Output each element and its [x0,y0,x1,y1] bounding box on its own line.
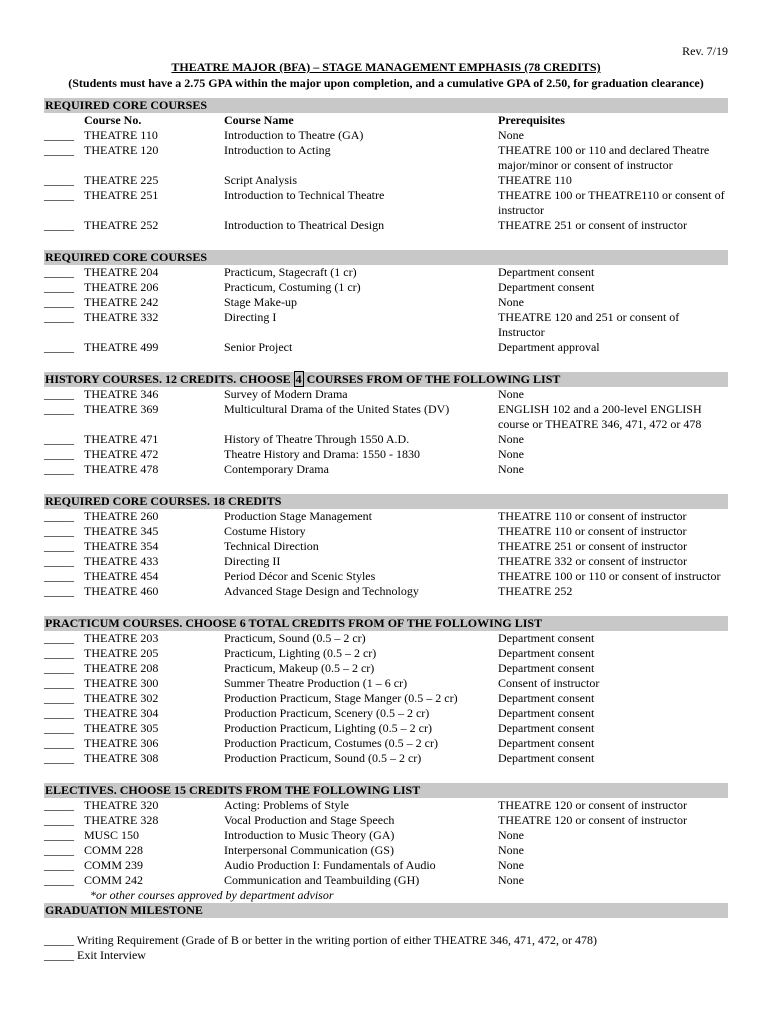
checkbox-blank[interactable]: _____ [44,462,74,476]
course-name: Practicum, Sound (0.5 – 2 cr) [224,631,366,645]
course-name: Vocal Production and Stage Speech [224,813,395,827]
course-name: Communication and Teambuilding (GH) [224,873,420,887]
checkbox-blank[interactable]: _____ [44,340,74,354]
course-row [44,340,728,355]
prerequisites: THEATRE 251 or consent of instructor [498,218,687,232]
header-course-no: Course No. [84,113,142,127]
course-number: COMM 239 [84,858,144,872]
course-row [44,873,728,888]
checkbox-blank[interactable]: _____ [44,295,74,309]
course-number: THEATRE 203 [84,631,159,645]
course-name: Period Décor and Scenic Styles [224,569,376,583]
course-name: Contemporary Drama [224,462,329,476]
course-number: THEATRE 308 [84,751,159,765]
course-number: THEATRE 369 [84,402,159,416]
prerequisites: Department consent [498,736,595,750]
checkbox-blank[interactable]: _____ [44,691,74,705]
checkbox-blank[interactable]: _____ [44,646,74,660]
course-row [44,843,728,858]
course-name: Introduction to Theatrical Design [224,218,385,232]
prerequisites: THEATRE 110 [498,173,572,187]
course-row [44,218,728,233]
course-number: MUSC 150 [84,828,140,842]
prerequisites: Department consent [498,265,595,279]
course-row [44,143,728,173]
document-page [44,44,728,963]
course-name: Practicum, Costuming (1 cr) [224,280,361,294]
prerequisites: Department consent [498,280,595,294]
section-required-core-1: REQUIRED CORE COURSES [44,98,728,113]
course-number: THEATRE 225 [84,173,159,187]
revision-date: Rev. 7/19 [682,44,728,58]
checkbox-blank[interactable]: _____ [44,843,74,857]
course-row [44,736,728,751]
course-row [44,188,728,218]
course-name: Advanced Stage Design and Technology [224,584,419,598]
checkbox-blank[interactable]: _____ [44,218,74,232]
prerequisites: None [498,843,524,857]
course-number: THEATRE 460 [84,584,159,598]
course-number: COMM 242 [84,873,144,887]
course-name: Summer Theatre Production (1 – 6 cr) [224,676,408,690]
course-row [44,858,728,873]
course-row [44,280,728,295]
prerequisites: Department consent [498,661,595,675]
prerequisites: Department consent [498,631,595,645]
course-name: Introduction to Theatre (GA) [224,128,364,142]
column-headers [44,113,728,128]
prerequisites: ENGLISH 102 and a 200-level ENGLISH course or THEATRE 346, 471, 472 or 478 [498,402,702,431]
course-name: Script Analysis [224,173,298,187]
checkbox-blank[interactable]: _____ [44,173,74,187]
course-name: Introduction to Music Theory (GA) [224,828,395,842]
checkbox-blank[interactable]: _____ [44,509,74,523]
checkbox-blank[interactable]: _____ [44,265,74,279]
course-number: THEATRE 354 [84,539,159,553]
prerequisites: THEATRE 120 and 251 or consent of Instructor [498,310,680,339]
course-row [44,631,728,646]
prerequisites: None [498,432,524,446]
prerequisites: THEATRE 100 or 110 or consent of instructor [498,569,721,583]
checkbox-blank[interactable]: _____ [44,736,74,750]
course-number: THEATRE 345 [84,524,159,538]
prerequisites: THEATRE 332 or consent of instructor [498,554,687,568]
checkbox-blank[interactable]: _____ [44,402,74,416]
course-name: Multicultural Drama of the United States (DV) [224,402,450,416]
prerequisites: None [498,828,524,842]
course-name: Production Practicum, Scenery (0.5 – 2 cr) [224,706,430,720]
course-name: Production Practicum, Stage Manger (0.5 – 2 cr) [224,691,458,705]
checkbox-blank[interactable]: _____ [44,387,74,401]
course-name: Introduction to Acting [224,143,331,157]
course-name: Production Stage Management [224,509,372,523]
course-row [44,539,728,554]
course-name: Production Practicum, Lighting (0.5 – 2 cr) [224,721,432,735]
course-row [44,646,728,661]
course-name: Directing II [224,554,281,568]
course-row [44,432,728,447]
prerequisites: THEATRE 252 [498,584,573,598]
section-required-core-18: REQUIRED CORE COURSES. 18 CREDITS [44,494,728,509]
course-row [44,569,728,584]
section-history-courses: HISTORY COURSES. 12 CREDITS. CHOOSE 4 COURSES FROM OF THE FOLLOWING LIST [44,372,728,387]
checkbox-blank[interactable]: _____ [44,569,74,583]
course-name: Technical Direction [224,539,319,553]
document-title: THEATRE MAJOR (BFA) – STAGE MANAGEMENT EMPHASIS (78 CREDITS) [171,60,601,74]
course-number: THEATRE 478 [84,462,159,476]
checkbox-blank[interactable]: _____ [44,188,74,202]
course-row [44,676,728,691]
prerequisites: THEATRE 120 or consent of instructor [498,798,687,812]
course-number: THEATRE 499 [84,340,159,354]
prerequisites: THEATRE 100 or 110 and declared Theatre major/minor or consent of instructor [498,143,710,172]
prerequisites: Department consent [498,691,595,705]
checkbox-blank[interactable]: _____ [44,721,74,735]
checkbox-blank[interactable]: _____ [44,539,74,553]
highlighted-number: 4 [295,372,302,386]
prerequisites: None [498,447,524,461]
prerequisites: None [498,128,524,142]
checkbox-blank[interactable]: _____ [44,128,74,142]
course-number: THEATRE 205 [84,646,159,660]
course-number: THEATRE 332 [84,310,159,324]
course-number: THEATRE 304 [84,706,159,720]
checkbox-blank[interactable]: _____ [44,706,74,720]
course-number: THEATRE 472 [84,447,159,461]
course-name: Practicum, Lighting (0.5 – 2 cr) [224,646,377,660]
prerequisites: None [498,873,524,887]
course-row [44,584,728,599]
course-name: Interpersonal Communication (GS) [224,843,394,857]
course-number: THEATRE 306 [84,736,159,750]
course-number: THEATRE 252 [84,218,159,232]
course-name: Practicum, Makeup (0.5 – 2 cr) [224,661,375,675]
course-row [44,402,728,432]
course-name: Senior Project [224,340,293,354]
course-number: THEATRE 300 [84,676,159,690]
course-number: THEATRE 471 [84,432,159,446]
section-practicum-courses: PRACTICUM COURSES. CHOOSE 6 TOTAL CREDITS FROM OF THE FOLLOWING LIST [44,616,728,631]
prerequisites: Department consent [498,721,595,735]
checkbox-blank[interactable]: _____ [44,873,74,887]
course-name: History of Theatre Through 1550 A.D. [224,432,410,446]
section-required-core-2: REQUIRED CORE COURSES [44,250,728,265]
course-row [44,295,728,310]
prerequisites: None [498,858,524,872]
course-number: THEATRE 320 [84,798,159,812]
course-row [44,128,728,143]
course-number: THEATRE 110 [84,128,158,142]
prerequisites: Department consent [498,646,595,660]
course-number: THEATRE 206 [84,280,159,294]
course-row [44,509,728,524]
checkbox-blank[interactable]: _____ [44,661,74,675]
course-number: THEATRE 346 [84,387,159,401]
checkbox-blank[interactable]: _____ [44,447,74,461]
course-row [44,661,728,676]
course-number: THEATRE 260 [84,509,159,523]
document-subtitle: (Students must have a 2.75 GPA within the major upon completion, and a cumulative GPA of 2.50, for graduation clearance) [68,76,704,90]
checkbox-blank[interactable]: _____ [44,280,74,294]
course-row [44,554,728,569]
checkbox-blank[interactable]: _____ [44,828,74,842]
course-number: THEATRE 454 [84,569,159,583]
checkbox-blank[interactable]: _____ [44,631,74,645]
course-row [44,265,728,280]
course-row [44,828,728,843]
course-name: Stage Make-up [224,295,297,309]
prerequisites: None [498,387,524,401]
prerequisites: THEATRE 110 or consent of instructor [498,509,687,523]
milestone-writing-requirement: _____ Writing Requirement (Grade of B or better in the writing portion of either THEATRE 346, 471, 472, or 478) [44,933,597,947]
course-number: THEATRE 328 [84,813,159,827]
course-name: Production Practicum, Costumes (0.5 – 2 cr) [224,736,438,750]
course-name: Theatre History and Drama: 1550 - 1830 [224,447,420,461]
course-row [44,524,728,539]
course-row [44,310,728,340]
course-row [44,798,728,813]
prerequisites: Department approval [498,340,600,354]
prerequisites: THEATRE 120 or consent of instructor [498,813,687,827]
electives-note: *or other courses approved by department advisor [90,888,334,902]
checkbox-blank[interactable]: _____ [44,584,74,598]
course-number: THEATRE 204 [84,265,159,279]
checkbox-blank[interactable]: _____ [44,676,74,690]
course-row [44,721,728,736]
checkbox-blank[interactable]: _____ [44,143,74,157]
course-row [44,173,728,188]
prerequisites: THEATRE 251 or consent of instructor [498,539,687,553]
checkbox-blank[interactable]: _____ [44,524,74,538]
course-name: Costume History [224,524,306,538]
course-number: THEATRE 433 [84,554,159,568]
course-row [44,813,728,828]
course-number: THEATRE 208 [84,661,159,675]
section-graduation-milestone: GRADUATION MILESTONE [44,903,728,918]
course-name: Audio Production I: Fundamentals of Audio [224,858,436,872]
course-name: Practicum, Stagecraft (1 cr) [224,265,357,279]
course-number: THEATRE 302 [84,691,159,705]
course-row [44,706,728,721]
prerequisites: THEATRE 110 or consent of instructor [498,524,687,538]
header-prerequisites: Prerequisites [498,113,565,127]
course-number: THEATRE 251 [84,188,159,202]
course-row [44,691,728,706]
course-name: Acting: Problems of Style [224,798,349,812]
course-row [44,751,728,766]
prerequisites: None [498,295,524,309]
header-course-name: Course Name [224,113,294,127]
course-number: COMM 228 [84,843,144,857]
section-electives: ELECTIVES. CHOOSE 15 CREDITS FROM THE FOLLOWING LIST [44,783,728,798]
prerequisites: Department consent [498,751,595,765]
prerequisites: None [498,462,524,476]
prerequisites: THEATRE 100 or THEATRE110 or consent of instructor [498,188,725,217]
course-number: THEATRE 242 [84,295,159,309]
prerequisites: Consent of instructor [498,676,600,690]
checkbox-blank[interactable]: _____ [44,751,74,765]
course-number: THEATRE 305 [84,721,159,735]
course-row [44,462,728,477]
checkbox-blank[interactable]: _____ [44,858,74,872]
course-row [44,387,728,402]
course-name: Directing I [224,310,277,324]
checkbox-blank[interactable]: _____ [44,554,74,568]
checkbox-blank[interactable]: _____ [44,310,74,324]
course-name: Introduction to Technical Theatre [224,188,385,202]
course-name: Survey of Modern Drama [224,387,348,401]
prerequisites: Department consent [498,706,595,720]
checkbox-blank[interactable]: _____ [44,432,74,446]
milestone-exit-interview: _____ Exit Interview [44,948,146,962]
checkbox-blank[interactable]: _____ [44,813,74,827]
course-row [44,447,728,462]
course-number: THEATRE 120 [84,143,159,157]
course-name: Production Practicum, Sound (0.5 – 2 cr) [224,751,422,765]
checkbox-blank[interactable]: _____ [44,798,74,812]
